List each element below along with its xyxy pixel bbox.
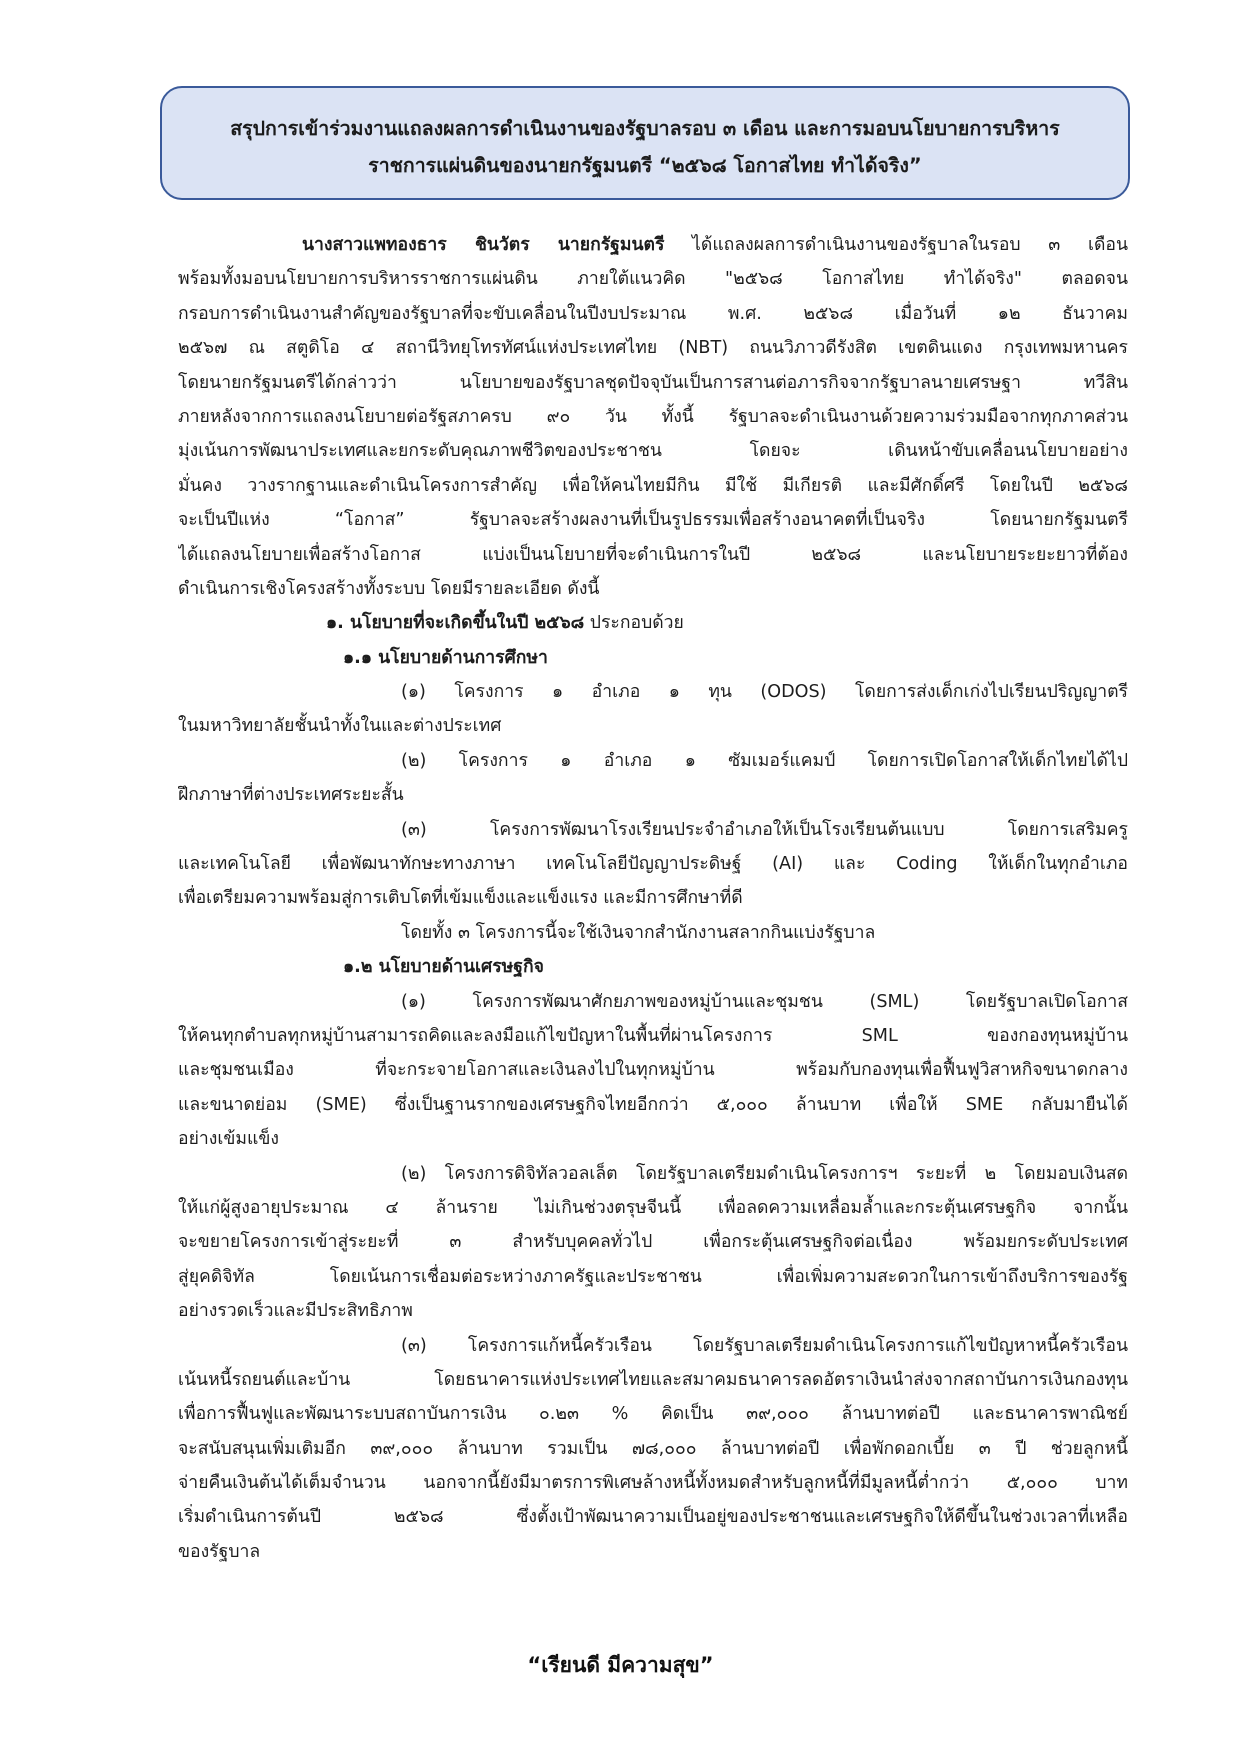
intro-first-line	[178, 228, 1128, 262]
title-box	[160, 86, 1130, 200]
education-funding-note: โดยทั้ง ๓ โครงการนี้จะใช้เงินจากสำนักงานสลากกินแบ่งรัฐบาล	[401, 922, 876, 943]
economy-item-3-last-line: ของรัฐบาล	[178, 1541, 261, 1562]
economy-item-2-first-line: (๒) โครงการดิจิทัลวอลเล็ต โดยรัฐบาลเตรียมดำเนินโครงการฯ ระยะที่ ๒ โดยมอบเงินสด	[401, 1163, 1128, 1184]
paragraph-last-line: ดำเนินการเชิงโครงสร้างทั้งระบบ โดยมีรายละเอียด ดังนี้	[178, 578, 600, 599]
section-1-heading	[178, 606, 1128, 640]
prime-minister-name: นางสาวแพทองธาร ชินวัตร นายกรัฐมนตรี	[302, 235, 665, 255]
education-item-3-line: และเทคโนโลยี เพื่อพัฒนาทักษะทางภาษา เทคโนโลยีปัญญาประดิษฐ์ (AI) และ Coding ให้เด็กในทุกอำเภอ	[178, 854, 1128, 875]
economy-item-3-line: จ่ายคืนเงินต้นได้เต็มจำนวน นอกจากนี้ยังมีมาตรการพิเศษล้างหนี้ทั้งหมดสำหรับลูกหนี้ที่มีมูลหนี้ต่ำกว่า ๕,๐๐๐ บาท	[178, 1473, 1128, 1494]
economy-item-2-line: จะขยายโครงการเข้าสู่ระยะที่ ๓ สำหรับบุคคลทั่วไป เพื่อกระตุ้นเศรษฐกิจต่อเนื่อง พร้อมยกระดับประเทศ	[178, 1232, 1128, 1253]
economy-item-1-line: ให้คนทุกตำบลทุกหมู่บ้านสามารถคิดและลงมือแก้ไขปัญหาในพื้นที่ผ่านโครงการ SML ของกองทุนหมู่บ้าน	[178, 1025, 1128, 1046]
paragraph-line: มั่นคง วางรากฐานและดำเนินโครงการสำคัญ เพื่อให้คนไทยมีกิน มีใช้ มีเกียรติ และมีศักดิ์ศรี โดยในปี ๒๕๖๘	[178, 475, 1128, 496]
education-item-1-first-line: (๑) โครงการ ๑ อำเภอ ๑ ทุน (ODOS) โดยการส่งเด็กเก่งไปเรียนปริญญาตรี	[401, 682, 1128, 703]
paragraph-line: กรอบการดำเนินงานสำคัญของรัฐบาลที่จะขับเคลื่อนในปีงบประมาณ พ.ศ. ๒๕๖๘ เมื่อวันที่ ๑๒ ธันวาคม	[178, 303, 1128, 324]
paragraph-line: ภายหลังจากการแถลงนโยบายต่อรัฐสภาครบ ๙๐ วัน ทั้งนี้ รัฐบาลจะดำเนินงานด้วยความร่วมมือจากทุกภาคส่วน	[178, 406, 1128, 427]
education-item-2-first-line: (๒) โครงการ ๑ อำเภอ ๑ ซัมเมอร์แคมป์ โดยการเปิดโอกาสให้เด็กไทยได้ไป	[401, 750, 1128, 771]
education-item-1-last-line: ในมหาวิทยาลัยชั้นนำทั้งในและต่างประเทศ	[178, 716, 502, 737]
subsection-1-2-heading: ๑.๒ นโยบายด้านเศรษฐกิจ	[343, 957, 544, 978]
economy-item-3-line: เริ่มดำเนินการต้นปี ๒๕๖๘ ซึ่งตั้งเป้าพัฒนาความเป็นอยู่ของประชาชนและเศรษฐกิจให้ดีขึ้นในช่วงเวลาที่เหลือ	[178, 1507, 1128, 1528]
title-line-1: สรุปการเข้าร่วมงานแถลงผลการดำเนินงานของรัฐบาลรอบ ๓ เดือน และการมอบนโยบายการบริหาร	[230, 117, 1060, 140]
paragraph-line: โดยนายกรัฐมนตรีได้กล่าวว่า นโยบายของรัฐบาลชุดปัจจุบันเป็นการสานต่อภารกิจจากรัฐบาลนายเศรษฐา ทวีสิน	[178, 372, 1128, 393]
economy-item-2-line: ให้แก่ผู้สูงอายุประมาณ ๔ ล้านราย ไม่เกินช่วงตรุษจีนนี้ เพื่อลดความเหลื่อมล้ำและกระตุ้นเศรษฐกิจ จากนั้น	[178, 1197, 1128, 1218]
section-1-heading-text: ประกอบด้วย	[584, 613, 684, 634]
paragraph-line: ได้แถลงนโยบายเพื่อสร้างโอกาส แบ่งเป็นนโยบายที่จะดำเนินการในปี ๒๕๖๘ และนโยบายระยะยาวที่ต้อง	[178, 544, 1128, 565]
economy-item-1-line: และขนาดย่อม (SME) ซึ่งเป็นฐานรากของเศรษฐกิจไทยอีกกว่า ๕,๐๐๐ ล้านบาท เพื่อให้ SME กลับมายืนได้	[178, 1094, 1128, 1115]
economy-item-1-first-line: (๑) โครงการพัฒนาศักยภาพของหมู่บ้านและชุมชน (SML) โดยรัฐบาลเปิดโอกาส	[401, 991, 1128, 1012]
intro-first-line-text: ได้แถลงผลการดำเนินงานของรัฐบาลในรอบ ๓ เดือน	[664, 235, 1128, 255]
education-item-2-last-line: ฝึกภาษาที่ต่างประเทศระยะสั้น	[178, 785, 404, 806]
economy-item-3-line: จะสนับสนุนเพิ่มเติมอีก ๓๙,๐๐๐ ล้านบาท รวมเป็น ๗๘,๐๐๐ ล้านบาทต่อปี เพื่อพักดอกเบี้ย ๓ ปี ช่วยลูกหนี้	[178, 1438, 1128, 1459]
economy-item-1-last-line: อย่างเข้มแข็ง	[178, 1129, 279, 1150]
document-body	[178, 228, 1128, 1569]
economy-item-3-line: เน้นหนี้รถยนต์และบ้าน โดยธนาคารแห่งประเทศไทยและสมาคมธนาคารลดอัตราเงินนำส่งจากสถาบันการเงินกองทุน	[178, 1369, 1128, 1390]
subsection-1-1-heading: ๑.๑ นโยบายด้านการศึกษา	[343, 647, 548, 668]
paragraph-line: จะเป็นปีแห่ง “โอกาส” รัฐบาลจะสร้างผลงานที่เป็นรูปธรรมเพื่อสร้างอนาคตที่เป็นจริง โดยนายกรัฐมนตรี	[178, 510, 1128, 531]
economy-item-2-line: สู่ยุคดิจิทัล โดยเน้นการเชื่อมต่อระหว่างภาครัฐและประชาชน เพื่อเพิ่มความสะดวกในการเข้าถึงบริการของรัฐ	[178, 1266, 1128, 1287]
economy-item-3-first-line: (๓) โครงการแก้หนี้ครัวเรือน โดยรัฐบาลเตรียมดำเนินโครงการแก้ไขปัญหาหนี้ครัวเรือน	[401, 1335, 1128, 1356]
paragraph-line: พร้อมทั้งมอบนโยบายการบริหารราชการแผ่นดิน ภายใต้แนวคิด "๒๕๖๘ โอกาสไทย ทำได้จริง" ตลอดจน	[178, 269, 1128, 290]
economy-item-1-line: และชุมชนเมือง ที่จะกระจายโอกาสและเงินลงไปในทุกหมู่บ้าน พร้อมกับกองทุนเพื่อฟื้นฟูวิสาหกิจขนาดกลาง	[178, 1060, 1128, 1081]
paragraph-line: มุ่งเน้นการพัฒนาประเทศและยกระดับคุณภาพชีวิตของประชาชน โดยจะ เดินหน้าขับเคลื่อนนโยบายอย่าง	[178, 441, 1128, 462]
title-line-2: ราชการแผ่นดินของนายกรัฐมนตรี “๒๕๖๘ โอกาสไทย ทำได้จริง”	[368, 154, 922, 177]
economy-item-2-last-line: อย่างรวดเร็วและมีประสิทธิภาพ	[178, 1301, 413, 1322]
education-item-3-first-line: (๓) โครงการพัฒนาโรงเรียนประจำอำเภอให้เป็นโรงเรียนต้นแบบ โดยการเสริมครู	[401, 819, 1128, 840]
education-item-3-last-line: เพื่อเตรียมความพร้อมสู่การเติบโตที่เข้มแข็งและแข็งแรง และมีการศึกษาที่ดี	[178, 888, 743, 909]
motto: “เรียนดี มีความสุข”	[527, 1653, 714, 1677]
section-1-heading-bold: ๑. นโยบายที่จะเกิดขึ้นในปี ๒๕๖๘	[326, 613, 585, 634]
economy-item-3-line: เพื่อการฟื้นฟูและพัฒนาระบบสถาบันการเงิน ๐.๒๓ % คิดเป็น ๓๙,๐๐๐ ล้านบาทต่อปี และธนาคารพาณิชย์	[178, 1404, 1128, 1425]
paragraph-line: ๒๕๖๗ ณ สตูดิโอ ๔ สถานีวิทยุโทรทัศน์แห่งประเทศไทย (NBT) ถนนวิภาวดีรังสิต เขตดินแดง กรุงเทพมหานคร	[178, 338, 1128, 359]
